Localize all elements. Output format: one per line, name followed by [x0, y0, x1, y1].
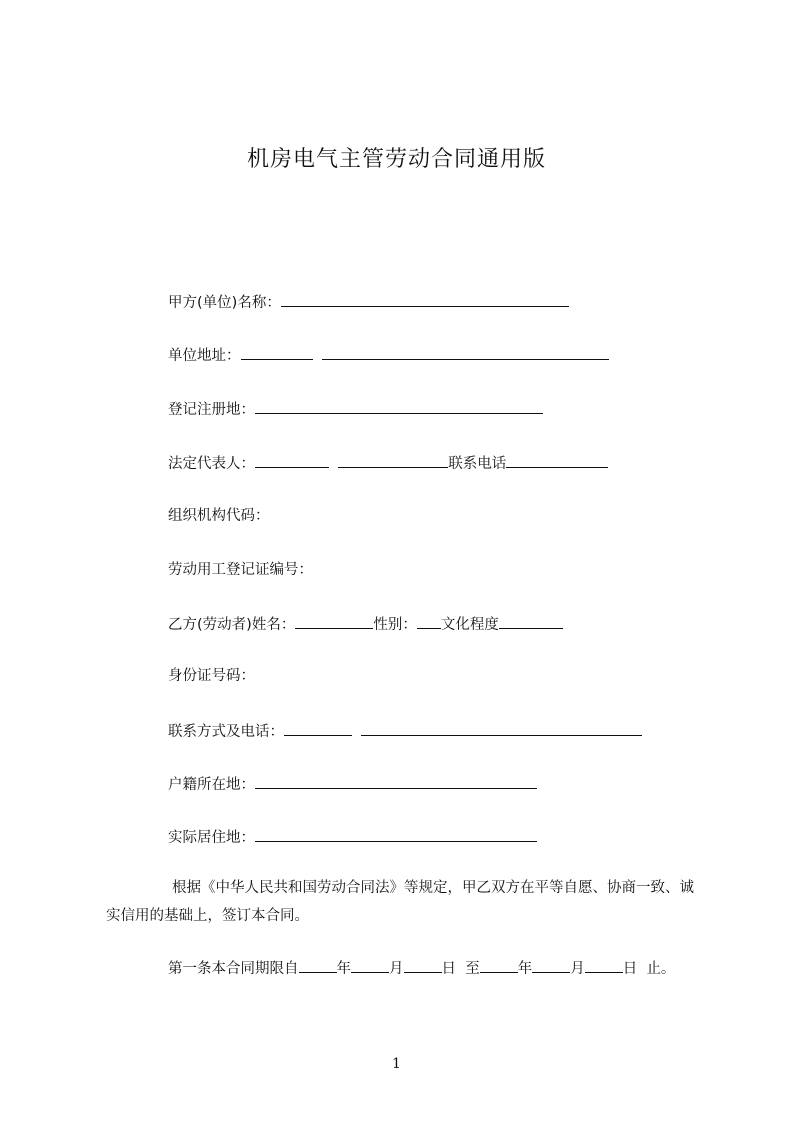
start-month-blank [351, 957, 389, 973]
legal-rep-label: 法定代表人： [168, 456, 255, 472]
household-reg-blank [255, 773, 537, 789]
party-b-name-blank [295, 613, 373, 629]
end-month-blank [532, 957, 570, 973]
residence-blank [255, 826, 537, 842]
registration-place-blank [255, 398, 543, 414]
party-a-name-label: 甲方(单位)名称： [168, 295, 281, 311]
labor-reg-label: 劳动用工登记证编号： [168, 562, 313, 578]
party-b-name-label: 乙方(劳动者)姓名： [168, 617, 296, 633]
end-month-label: 月 [570, 961, 585, 977]
legal-rep-blank-1 [255, 452, 329, 468]
start-month-label: 月 [389, 961, 404, 977]
gender-label: 性别： [373, 617, 417, 633]
phone-label: 联系电话 [448, 456, 507, 472]
intro-text: 根据《中华人民共和国劳动合同法》等规定，甲乙双方在平等自愿、协商一致、诚实信用的基础上，签订本合同。 [106, 880, 694, 924]
article-1-prefix: 第一条本合同期限自 [168, 961, 299, 977]
start-year-blank [299, 957, 337, 973]
document-title: 机房电气主管劳动合同通用版 [246, 147, 546, 172]
phone-blank [506, 452, 608, 468]
address-blank-1 [241, 344, 313, 360]
start-day-blank [404, 957, 442, 973]
page-number: 1 [392, 1056, 401, 1072]
address-field [168, 344, 609, 366]
org-code-label: 组织机构代码： [168, 508, 270, 524]
to-label: 至 [465, 961, 480, 977]
address-label: 单位地址： [168, 348, 241, 364]
party-a-name-field [168, 291, 569, 313]
contact-label: 联系方式及电话： [168, 724, 284, 740]
org-code-field [168, 506, 270, 526]
article-1 [168, 957, 675, 979]
intro-paragraph [106, 874, 706, 930]
address-blank-2 [322, 344, 609, 360]
labor-reg-field [168, 560, 313, 580]
education-blank [499, 613, 563, 629]
end-year-blank [480, 957, 518, 973]
party-b-name-field [168, 613, 563, 635]
end-year-label: 年 [517, 961, 533, 977]
education-label: 文化程度 [440, 617, 499, 633]
registration-place-label: 登记注册地： [168, 402, 255, 418]
registration-place-field [168, 398, 543, 420]
residence-field [168, 826, 537, 848]
end-label: 止。 [646, 961, 676, 977]
legal-rep-blank-2 [338, 452, 448, 468]
party-a-name-blank [281, 291, 569, 307]
id-number-field [168, 666, 255, 686]
start-year-label: 年 [336, 961, 351, 977]
contact-blank-1 [284, 720, 352, 736]
end-day-label: 日 [622, 961, 638, 977]
household-reg-label: 户籍所在地： [168, 777, 255, 793]
legal-rep-field [168, 452, 608, 474]
contact-blank-2 [361, 720, 642, 736]
household-reg-field [168, 773, 537, 795]
start-day-label: 日 [441, 961, 456, 977]
residence-label: 实际居住地： [168, 830, 255, 846]
id-number-label: 身份证号码： [168, 668, 255, 684]
end-day-blank [585, 957, 623, 973]
contact-field [168, 720, 642, 742]
gender-blank [417, 613, 441, 629]
